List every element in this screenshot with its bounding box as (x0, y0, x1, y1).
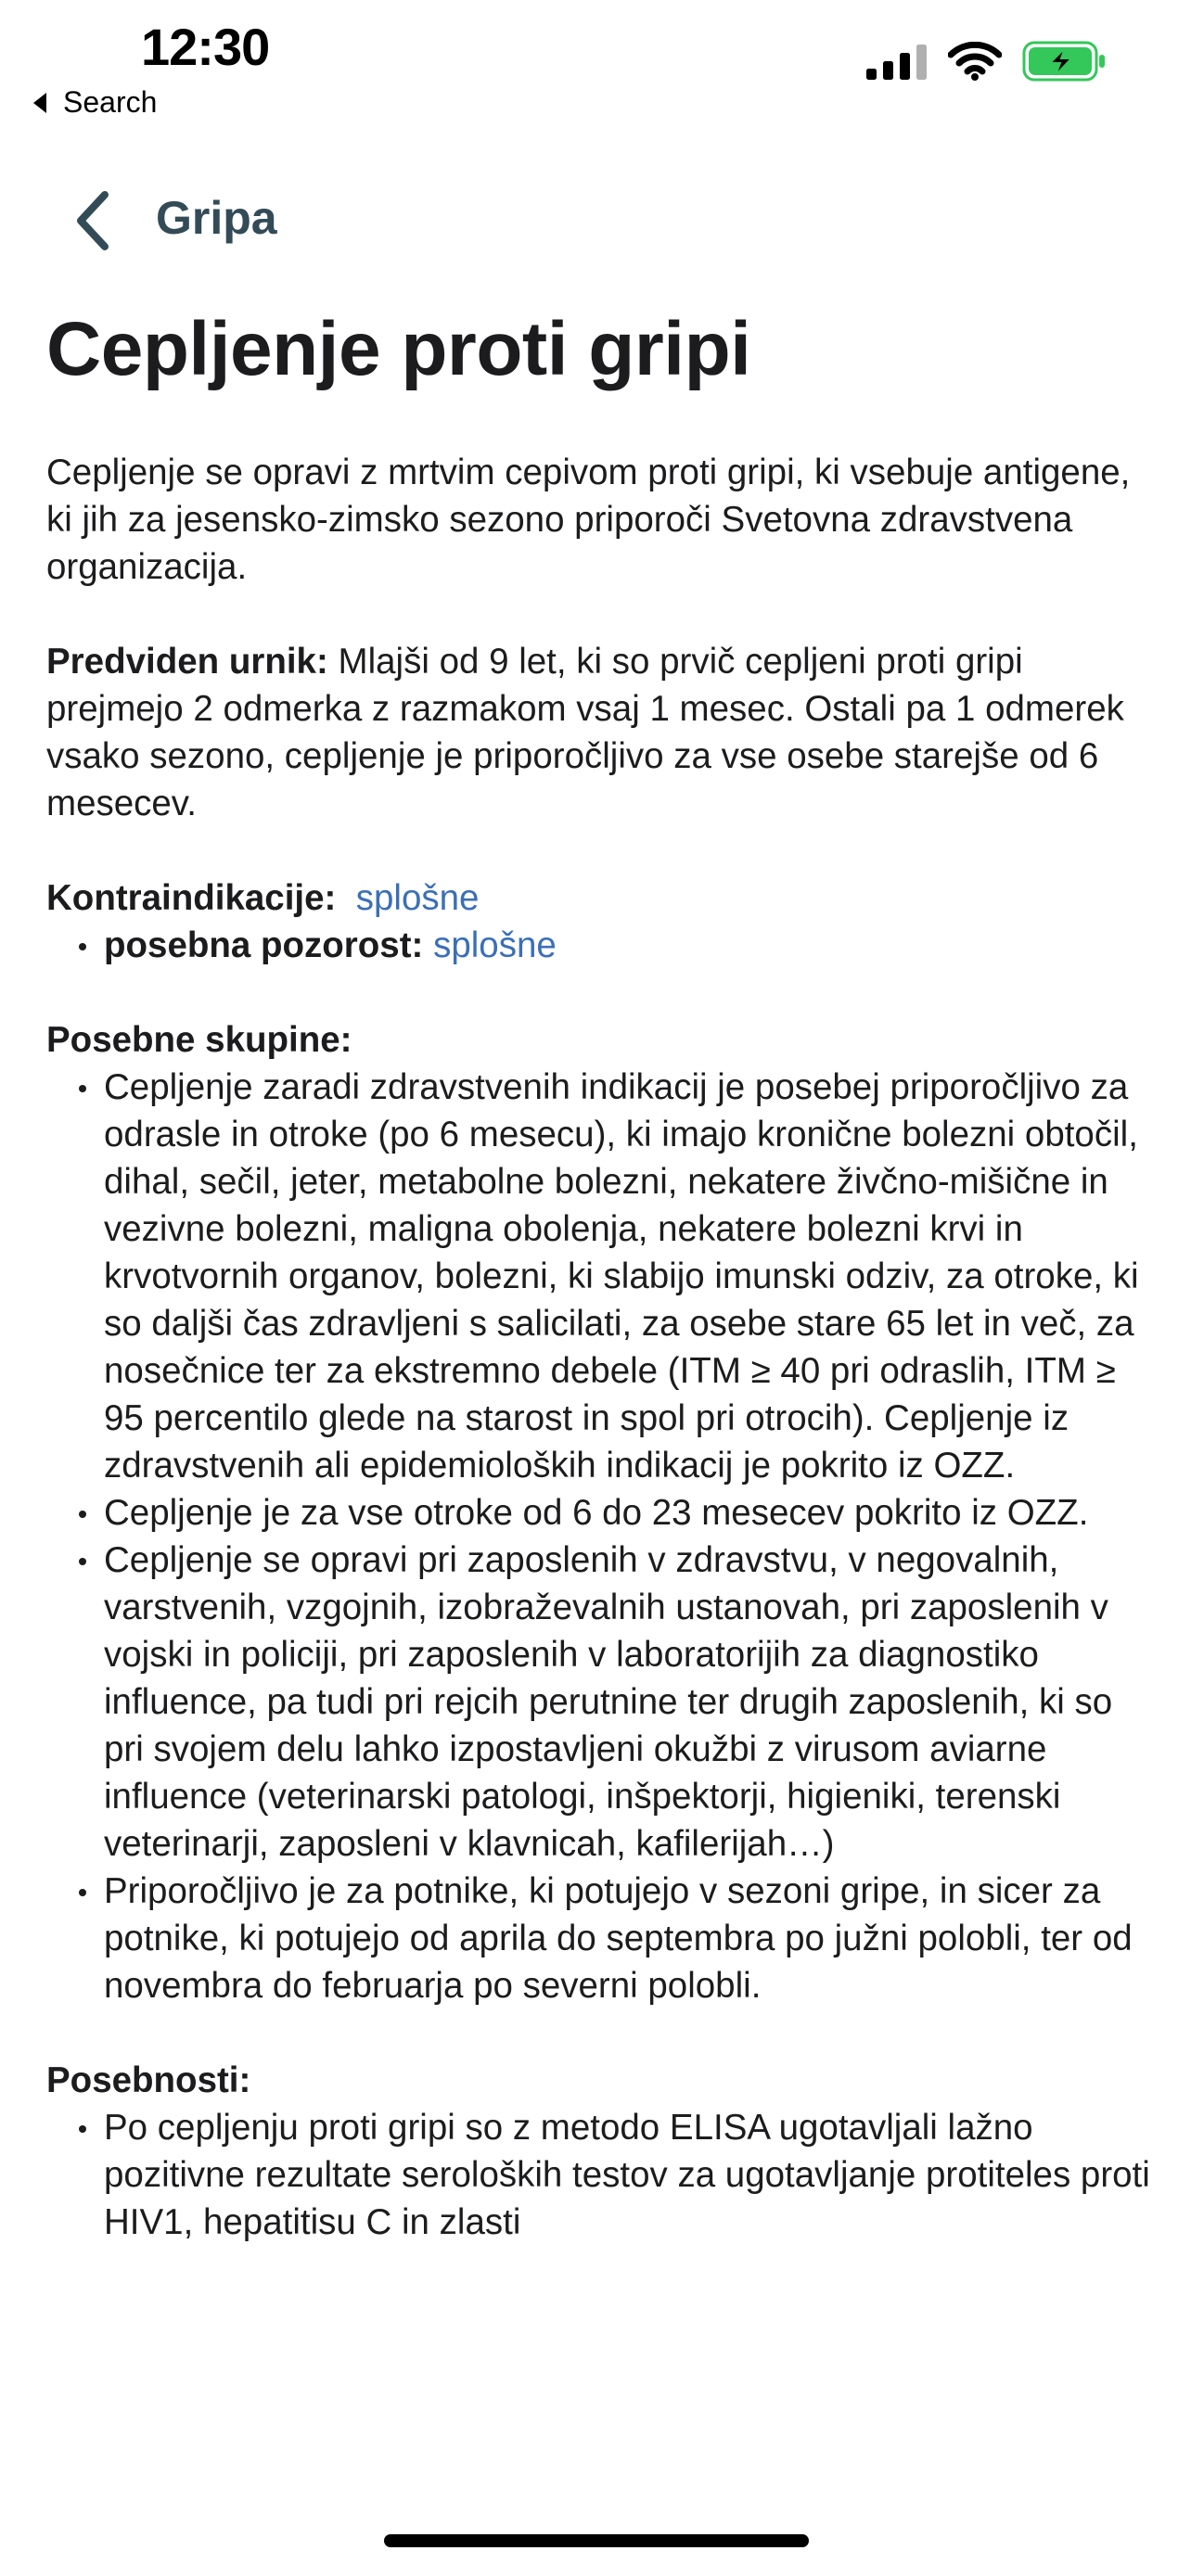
list-item: Po cepljenju proti gripi so z metodo ELISA ugotavljali lažno pozitivne rezultate seroloških testov za ugotavljanje protiteles proti HIV1, hepatitisu C in zlasti (46, 2104, 1150, 2246)
battery-charging-icon (1022, 41, 1108, 82)
back-to-search-label: Search (63, 85, 158, 119)
schedule-paragraph (46, 638, 1150, 827)
list-item: Cepljenje se opravi pri zaposlenih v zdravstvu, v negovalnih, varstvenih, vzgojnih, izobraževalnih ustanovah, pri zaposlenih v vojski in policiji, pri zaposlenih v laboratorijih za diagnostiko influence, pa tudi pri rejcih perutnine ter drugih zaposlenih, ki so pri svojem delu lahko izpostavljeni okužbi z virusom aviarne influence (veterinarski patologi, inšpektorji, higieniki, terenski veterinarji, zaposleni v klavnicah, kafilerijah…) (46, 1537, 1150, 1868)
special-groups-list (46, 1064, 1150, 2009)
special-caution-link[interactable]: splošne (433, 925, 557, 965)
special-groups-label: Posebne skupine: (46, 1020, 352, 1060)
schedule-text: Mlajši od 9 let, ki so prvič cepljeni proti gripi prejmejo 2 odmerka z razmakom vsaj 1 mesec. Ostali pa 1 odmerek vsako sezono, cepljenje je priporočljivo za vse osebe starejše od 6 mesecev. (46, 642, 1124, 823)
list-item (46, 922, 1150, 969)
home-indicator[interactable] (384, 2534, 809, 2547)
back-to-search-button[interactable] (33, 85, 157, 120)
nav-title: Gripa (156, 192, 277, 244)
list-item: Cepljenje zaradi zdravstvenih indikacij je posebej priporočljivo za odrasle in otroke (po 6 mesecu), ki imajo kronične bolezni obtočil, dihal, sečil, jeter, metabolne bolezni, nekatere živčno-mišične in vezivne bolezni, maligna obolenja, nekatere bolezni krvi in krvotvornih organov, bolezni, ki slabijo imunski odziv, za otroke, ki so daljši čas zdravljeni s salicilati, za osebe stare 65 let in več, za nosečnice ter za ekstremno debele (ITM ≥ 40 pri odraslih, ITM ≥ 95 percentilo glede na starost in spol pri otrocih). Cepljenje iz zdravstvenih ali epidemioloških indikacij je pokrito iz OZZ. (46, 1064, 1150, 1489)
contraindications-link[interactable]: splošne (355, 878, 480, 918)
contraindications-list (46, 922, 1150, 969)
back-button[interactable] (65, 184, 121, 258)
specifics-list (46, 2104, 1150, 2246)
article-content (46, 306, 1150, 2246)
contraindications-label: Kontraindikacije: (46, 878, 337, 918)
cellular-signal-icon (866, 43, 928, 80)
back-triangle-icon (33, 93, 46, 113)
special-caution-label: posebna pozorost: (104, 925, 424, 965)
wifi-icon (948, 42, 1002, 81)
status-icons (866, 41, 1108, 82)
specifics-label: Posebnosti: (46, 2060, 251, 2100)
chevron-left-icon (74, 191, 111, 250)
status-time: 12:30 (141, 18, 270, 76)
list-item: Cepljenje je za vse otroke od 6 do 23 mesecev pokrito iz OZZ. (46, 1489, 1150, 1537)
page-title: Cepljenje proti gripi (46, 307, 751, 391)
schedule-label: Predviden urnik: (46, 642, 328, 682)
contraindications-row (46, 874, 1150, 922)
intro-paragraph: Cepljenje se opravi z mrtvim cepivom proti gripi, ki vsebuje antigene, ki jih za jesensko-zimsko sezono priporoči Svetovna zdravstvena organizacija. (46, 453, 1131, 587)
list-item: Priporočljivo je za potnike, ki potujejo v sezoni gripe, in sicer za potnike, ki potujejo od aprila do septembra po južni polobli, ter od novembra do februarja po severni polobli. (46, 1868, 1150, 2009)
